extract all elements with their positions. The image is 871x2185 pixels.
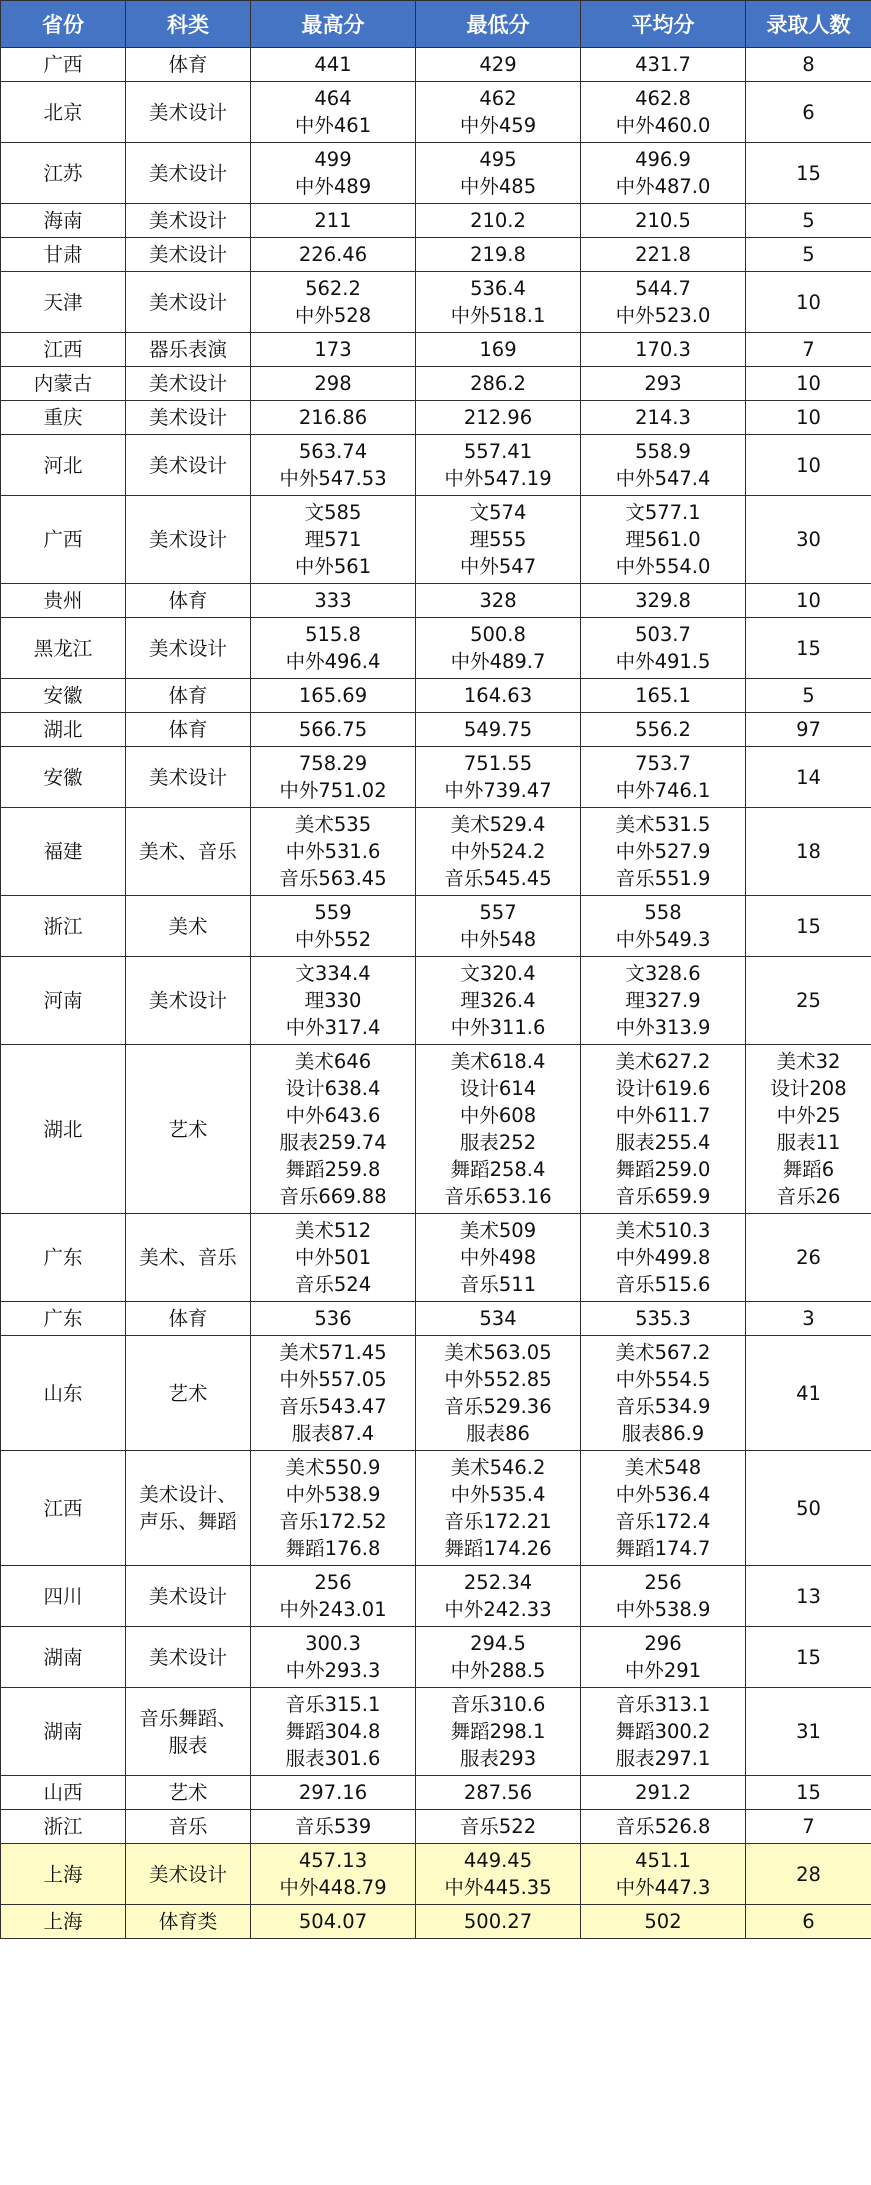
min-score-cell: 美术563.05 中外552.85 音乐529.36 服表86 xyxy=(416,1336,581,1451)
province-cell: 甘肃 xyxy=(1,238,126,272)
table-row xyxy=(1,238,871,272)
province-cell: 河南 xyxy=(1,957,126,1045)
table-row xyxy=(1,1566,871,1627)
min-score-cell: 500.8 中外489.7 xyxy=(416,618,581,679)
admitted-count-cell: 5 xyxy=(746,238,871,272)
category-cell: 美术设计 xyxy=(126,401,251,435)
admitted-count-cell: 15 xyxy=(746,1776,871,1810)
header-max-score: 最高分 xyxy=(251,1,416,48)
province-cell: 重庆 xyxy=(1,401,126,435)
avg-score-cell: 256 中外538.9 xyxy=(581,1566,746,1627)
table-row xyxy=(1,584,871,618)
table-row xyxy=(1,143,871,204)
min-score-cell: 美术529.4 中外524.2 音乐545.45 xyxy=(416,808,581,896)
province-cell: 安徽 xyxy=(1,747,126,808)
max-score-cell: 566.75 xyxy=(251,713,416,747)
header-category: 科类 xyxy=(126,1,251,48)
province-cell: 广西 xyxy=(1,496,126,584)
table-row xyxy=(1,1045,871,1214)
admitted-count-cell: 10 xyxy=(746,584,871,618)
province-cell: 内蒙古 xyxy=(1,367,126,401)
table-row xyxy=(1,713,871,747)
province-cell: 浙江 xyxy=(1,1810,126,1844)
admitted-count-cell: 31 xyxy=(746,1688,871,1776)
admitted-count-cell: 13 xyxy=(746,1566,871,1627)
avg-score-cell: 544.7 中外523.0 xyxy=(581,272,746,333)
max-score-cell: 499 中外489 xyxy=(251,143,416,204)
min-score-cell: 557 中外548 xyxy=(416,896,581,957)
max-score-cell: 457.13 中外448.79 xyxy=(251,1844,416,1905)
min-score-cell: 286.2 xyxy=(416,367,581,401)
category-cell: 美术设计 xyxy=(126,1627,251,1688)
table-row xyxy=(1,618,871,679)
min-score-cell: 252.34 中外242.33 xyxy=(416,1566,581,1627)
avg-score-cell: 291.2 xyxy=(581,1776,746,1810)
avg-score-cell: 美术531.5 中外527.9 音乐551.9 xyxy=(581,808,746,896)
max-score-cell: 226.46 xyxy=(251,238,416,272)
province-cell: 湖南 xyxy=(1,1688,126,1776)
province-cell: 浙江 xyxy=(1,896,126,957)
max-score-cell: 464 中外461 xyxy=(251,82,416,143)
avg-score-cell: 451.1 中外447.3 xyxy=(581,1844,746,1905)
table-row xyxy=(1,401,871,435)
category-cell: 体育类 xyxy=(126,1905,251,1939)
category-cell: 体育 xyxy=(126,584,251,618)
table-row xyxy=(1,1810,871,1844)
admitted-count-cell: 6 xyxy=(746,1905,871,1939)
province-cell: 河北 xyxy=(1,435,126,496)
avg-score-cell: 音乐313.1 舞蹈300.2 服表297.1 xyxy=(581,1688,746,1776)
admitted-count-cell: 6 xyxy=(746,82,871,143)
admitted-count-cell: 8 xyxy=(746,48,871,82)
max-score-cell: 758.29 中外751.02 xyxy=(251,747,416,808)
province-cell: 山西 xyxy=(1,1776,126,1810)
category-cell: 美术设计 xyxy=(126,367,251,401)
avg-score-cell: 496.9 中外487.0 xyxy=(581,143,746,204)
avg-score-cell: 556.2 xyxy=(581,713,746,747)
max-score-cell: 美术571.45 中外557.05 音乐543.47 服表87.4 xyxy=(251,1336,416,1451)
table-row xyxy=(1,1214,871,1302)
avg-score-cell: 462.8 中外460.0 xyxy=(581,82,746,143)
avg-score-cell: 214.3 xyxy=(581,401,746,435)
min-score-cell: 294.5 中外288.5 xyxy=(416,1627,581,1688)
category-cell: 体育 xyxy=(126,713,251,747)
province-cell: 上海 xyxy=(1,1905,126,1939)
max-score-cell: 297.16 xyxy=(251,1776,416,1810)
table-row xyxy=(1,1336,871,1451)
avg-score-cell: 431.7 xyxy=(581,48,746,82)
category-cell: 艺术 xyxy=(126,1045,251,1214)
province-cell: 福建 xyxy=(1,808,126,896)
max-score-cell: 173 xyxy=(251,333,416,367)
max-score-cell: 音乐539 xyxy=(251,1810,416,1844)
max-score-cell: 文334.4 理330 中外317.4 xyxy=(251,957,416,1045)
category-cell: 美术、音乐 xyxy=(126,1214,251,1302)
min-score-cell: 534 xyxy=(416,1302,581,1336)
category-cell: 美术设计 xyxy=(126,238,251,272)
table-row xyxy=(1,333,871,367)
admitted-count-cell: 41 xyxy=(746,1336,871,1451)
category-cell: 器乐表演 xyxy=(126,333,251,367)
avg-score-cell: 文328.6 理327.9 中外313.9 xyxy=(581,957,746,1045)
admitted-count-cell: 50 xyxy=(746,1451,871,1566)
province-cell: 广西 xyxy=(1,48,126,82)
table-row xyxy=(1,1905,871,1939)
max-score-cell: 515.8 中外496.4 xyxy=(251,618,416,679)
category-cell: 美术设计 xyxy=(126,957,251,1045)
header-row xyxy=(1,1,871,48)
admitted-count-cell: 25 xyxy=(746,957,871,1045)
admitted-count-cell: 10 xyxy=(746,435,871,496)
category-cell: 体育 xyxy=(126,679,251,713)
table-row xyxy=(1,435,871,496)
admitted-count-cell: 30 xyxy=(746,496,871,584)
avg-score-cell: 165.1 xyxy=(581,679,746,713)
category-cell: 美术、音乐 xyxy=(126,808,251,896)
table-row xyxy=(1,1627,871,1688)
min-score-cell: 212.96 xyxy=(416,401,581,435)
province-cell: 江西 xyxy=(1,1451,126,1566)
admitted-count-cell: 18 xyxy=(746,808,871,896)
avg-score-cell: 美术548 中外536.4 音乐172.4 舞蹈174.7 xyxy=(581,1451,746,1566)
max-score-cell: 300.3 中外293.3 xyxy=(251,1627,416,1688)
admitted-count-cell: 3 xyxy=(746,1302,871,1336)
category-cell: 音乐舞蹈、 服表 xyxy=(126,1688,251,1776)
min-score-cell: 536.4 中外518.1 xyxy=(416,272,581,333)
province-cell: 江苏 xyxy=(1,143,126,204)
table-row xyxy=(1,808,871,896)
table-row xyxy=(1,1451,871,1566)
min-score-cell: 500.27 xyxy=(416,1905,581,1939)
province-cell: 湖北 xyxy=(1,713,126,747)
category-cell: 音乐 xyxy=(126,1810,251,1844)
admitted-count-cell: 15 xyxy=(746,143,871,204)
category-cell: 美术设计 xyxy=(126,435,251,496)
max-score-cell: 165.69 xyxy=(251,679,416,713)
table-row xyxy=(1,82,871,143)
category-cell: 美术设计、 声乐、舞蹈 xyxy=(126,1451,251,1566)
header-avg-score: 平均分 xyxy=(581,1,746,48)
max-score-cell: 美术512 中外501 音乐524 xyxy=(251,1214,416,1302)
table-body xyxy=(1,48,871,1939)
avg-score-cell: 535.3 xyxy=(581,1302,746,1336)
table-row xyxy=(1,1844,871,1905)
min-score-cell: 557.41 中外547.19 xyxy=(416,435,581,496)
category-cell: 美术设计 xyxy=(126,82,251,143)
table-row xyxy=(1,679,871,713)
admitted-count-cell: 10 xyxy=(746,401,871,435)
min-score-cell: 495 中外485 xyxy=(416,143,581,204)
max-score-cell: 504.07 xyxy=(251,1905,416,1939)
avg-score-cell: 210.5 xyxy=(581,204,746,238)
min-score-cell: 549.75 xyxy=(416,713,581,747)
avg-score-cell: 美术627.2 设计619.6 中外611.7 服表255.4 舞蹈259.0 音乐659.9 xyxy=(581,1045,746,1214)
admitted-count-cell: 15 xyxy=(746,896,871,957)
avg-score-cell: 503.7 中外491.5 xyxy=(581,618,746,679)
category-cell: 艺术 xyxy=(126,1336,251,1451)
min-score-cell: 751.55 中外739.47 xyxy=(416,747,581,808)
province-cell: 黑龙江 xyxy=(1,618,126,679)
admitted-count-cell: 7 xyxy=(746,333,871,367)
max-score-cell: 536 xyxy=(251,1302,416,1336)
avg-score-cell: 753.7 中外746.1 xyxy=(581,747,746,808)
avg-score-cell: 170.3 xyxy=(581,333,746,367)
table-row xyxy=(1,48,871,82)
min-score-cell: 169 xyxy=(416,333,581,367)
table-row xyxy=(1,204,871,238)
province-cell: 海南 xyxy=(1,204,126,238)
admitted-count-cell: 28 xyxy=(746,1844,871,1905)
avg-score-cell: 329.8 xyxy=(581,584,746,618)
table-row xyxy=(1,1776,871,1810)
max-score-cell: 441 xyxy=(251,48,416,82)
category-cell: 美术设计 xyxy=(126,143,251,204)
category-cell: 美术设计 xyxy=(126,1844,251,1905)
avg-score-cell: 美术510.3 中外499.8 音乐515.6 xyxy=(581,1214,746,1302)
province-cell: 北京 xyxy=(1,82,126,143)
table-row xyxy=(1,747,871,808)
min-score-cell: 210.2 xyxy=(416,204,581,238)
min-score-cell: 219.8 xyxy=(416,238,581,272)
table-row xyxy=(1,272,871,333)
min-score-cell: 音乐310.6 舞蹈298.1 服表293 xyxy=(416,1688,581,1776)
avg-score-cell: 502 xyxy=(581,1905,746,1939)
admitted-count-cell: 美术32 设计208 中外25 服表11 舞蹈6 音乐26 xyxy=(746,1045,871,1214)
max-score-cell: 美术550.9 中外538.9 音乐172.52 舞蹈176.8 xyxy=(251,1451,416,1566)
category-cell: 艺术 xyxy=(126,1776,251,1810)
min-score-cell: 音乐522 xyxy=(416,1810,581,1844)
max-score-cell: 559 中外552 xyxy=(251,896,416,957)
max-score-cell: 美术646 设计638.4 中外643.6 服表259.74 舞蹈259.8 音乐669.88 xyxy=(251,1045,416,1214)
category-cell: 美术设计 xyxy=(126,496,251,584)
province-cell: 四川 xyxy=(1,1566,126,1627)
province-cell: 江西 xyxy=(1,333,126,367)
max-score-cell: 563.74 中外547.53 xyxy=(251,435,416,496)
table-row xyxy=(1,1302,871,1336)
max-score-cell: 298 xyxy=(251,367,416,401)
admitted-count-cell: 26 xyxy=(746,1214,871,1302)
header-min-score: 最低分 xyxy=(416,1,581,48)
province-cell: 广东 xyxy=(1,1214,126,1302)
max-score-cell: 333 xyxy=(251,584,416,618)
category-cell: 美术设计 xyxy=(126,204,251,238)
avg-score-cell: 296 中外291 xyxy=(581,1627,746,1688)
province-cell: 湖南 xyxy=(1,1627,126,1688)
min-score-cell: 462 中外459 xyxy=(416,82,581,143)
min-score-cell: 449.45 中外445.35 xyxy=(416,1844,581,1905)
province-cell: 上海 xyxy=(1,1844,126,1905)
min-score-cell: 美术546.2 中外535.4 音乐172.21 舞蹈174.26 xyxy=(416,1451,581,1566)
max-score-cell: 256 中外243.01 xyxy=(251,1566,416,1627)
max-score-cell: 216.86 xyxy=(251,401,416,435)
avg-score-cell: 558 中外549.3 xyxy=(581,896,746,957)
avg-score-cell: 美术567.2 中外554.5 音乐534.9 服表86.9 xyxy=(581,1336,746,1451)
table-row xyxy=(1,367,871,401)
min-score-cell: 429 xyxy=(416,48,581,82)
max-score-cell: 211 xyxy=(251,204,416,238)
category-cell: 美术设计 xyxy=(126,747,251,808)
header-province: 省份 xyxy=(1,1,126,48)
category-cell: 美术设计 xyxy=(126,272,251,333)
category-cell: 体育 xyxy=(126,48,251,82)
province-cell: 贵州 xyxy=(1,584,126,618)
max-score-cell: 音乐315.1 舞蹈304.8 服表301.6 xyxy=(251,1688,416,1776)
admitted-count-cell: 15 xyxy=(746,618,871,679)
avg-score-cell: 221.8 xyxy=(581,238,746,272)
min-score-cell: 164.63 xyxy=(416,679,581,713)
province-cell: 安徽 xyxy=(1,679,126,713)
min-score-cell: 美术509 中外498 音乐511 xyxy=(416,1214,581,1302)
max-score-cell: 562.2 中外528 xyxy=(251,272,416,333)
avg-score-cell: 文577.1 理561.0 中外554.0 xyxy=(581,496,746,584)
min-score-cell: 美术618.4 设计614 中外608 服表252 舞蹈258.4 音乐653.16 xyxy=(416,1045,581,1214)
min-score-cell: 文574 理555 中外547 xyxy=(416,496,581,584)
table-row xyxy=(1,1688,871,1776)
header-admitted-count: 录取人数 xyxy=(746,1,871,48)
category-cell: 美术设计 xyxy=(126,618,251,679)
max-score-cell: 美术535 中外531.6 音乐563.45 xyxy=(251,808,416,896)
max-score-cell: 文585 理571 中外561 xyxy=(251,496,416,584)
min-score-cell: 328 xyxy=(416,584,581,618)
admitted-count-cell: 14 xyxy=(746,747,871,808)
admitted-count-cell: 10 xyxy=(746,272,871,333)
province-cell: 广东 xyxy=(1,1302,126,1336)
admitted-count-cell: 5 xyxy=(746,204,871,238)
table-row xyxy=(1,496,871,584)
category-cell: 体育 xyxy=(126,1302,251,1336)
province-cell: 山东 xyxy=(1,1336,126,1451)
min-score-cell: 文320.4 理326.4 中外311.6 xyxy=(416,957,581,1045)
table-row xyxy=(1,896,871,957)
province-cell: 天津 xyxy=(1,272,126,333)
admitted-count-cell: 5 xyxy=(746,679,871,713)
admitted-count-cell: 7 xyxy=(746,1810,871,1844)
min-score-cell: 287.56 xyxy=(416,1776,581,1810)
avg-score-cell: 293 xyxy=(581,367,746,401)
category-cell: 美术设计 xyxy=(126,1566,251,1627)
avg-score-cell: 音乐526.8 xyxy=(581,1810,746,1844)
avg-score-cell: 558.9 中外547.4 xyxy=(581,435,746,496)
table-row xyxy=(1,957,871,1045)
admitted-count-cell: 15 xyxy=(746,1627,871,1688)
category-cell: 美术 xyxy=(126,896,251,957)
admitted-count-cell: 10 xyxy=(746,367,871,401)
province-cell: 湖北 xyxy=(1,1045,126,1214)
admitted-count-cell: 97 xyxy=(746,713,871,747)
